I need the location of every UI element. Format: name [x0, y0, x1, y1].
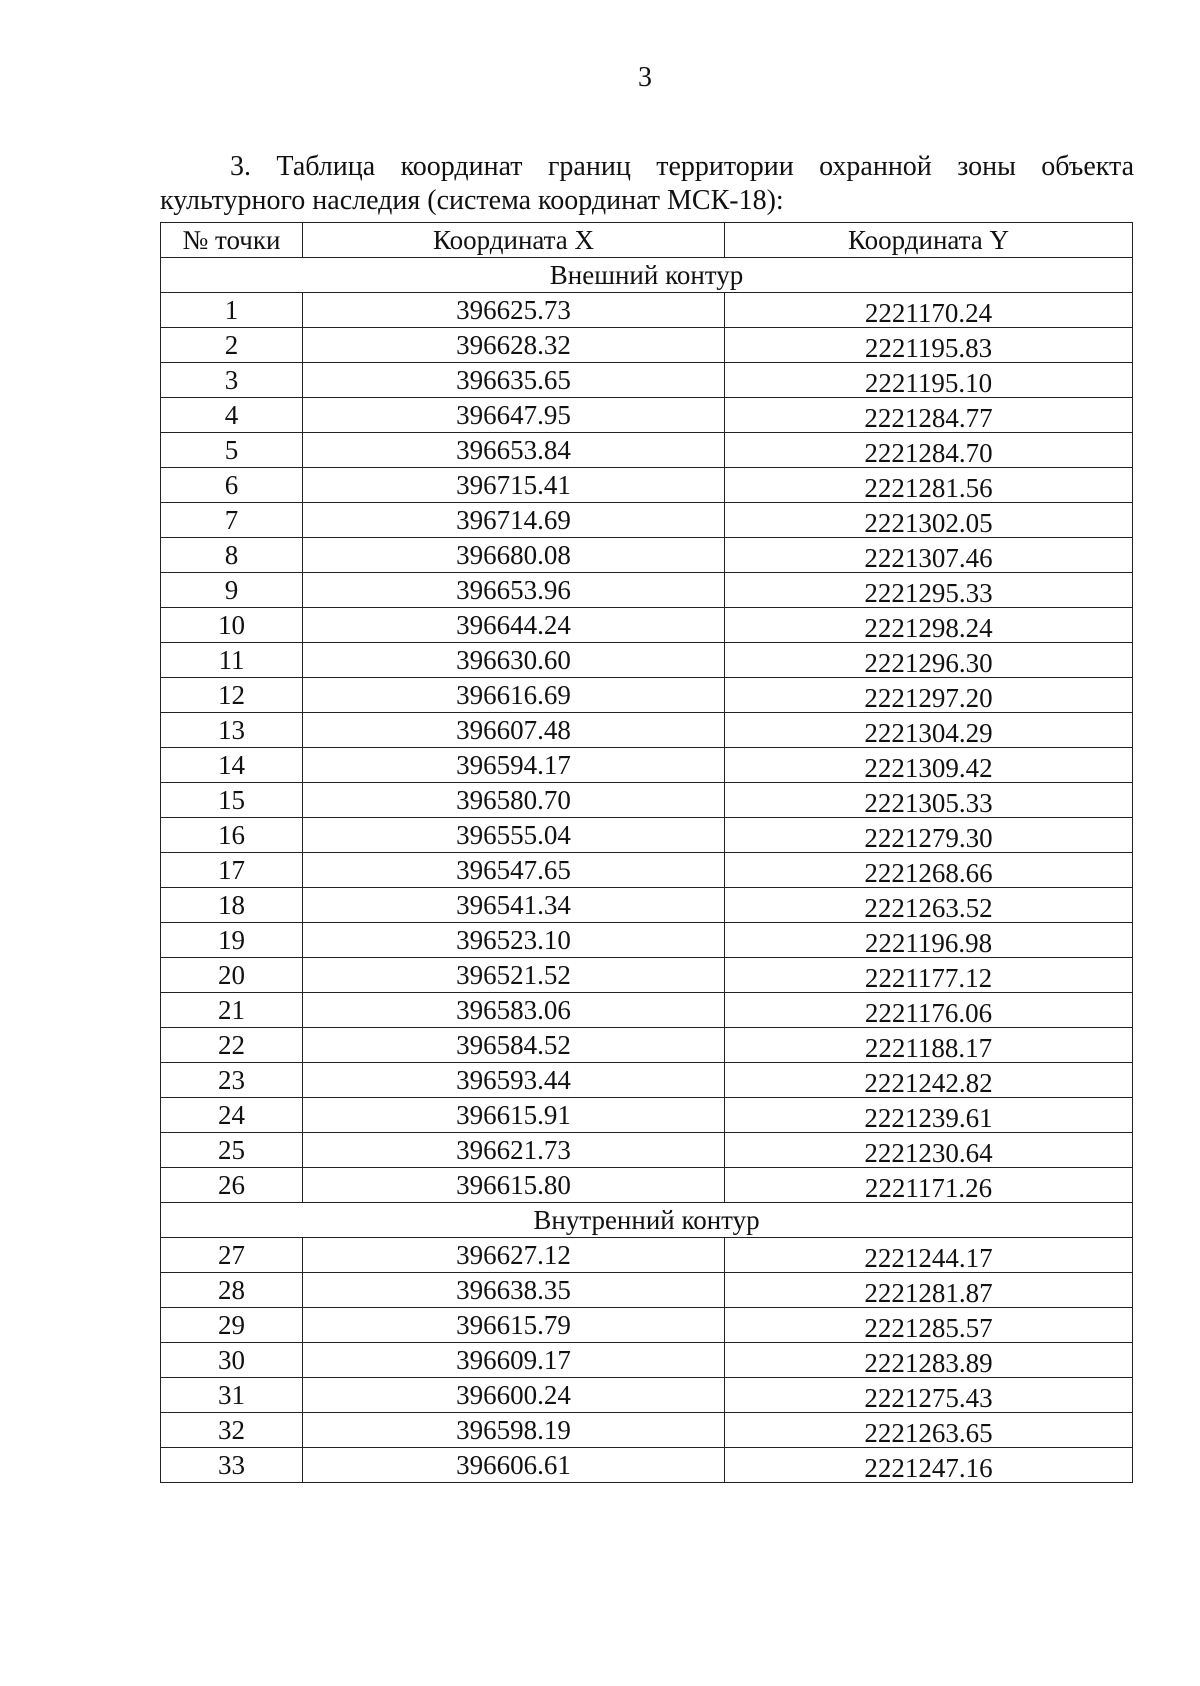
coordinate-x-cell: 396628.32	[303, 328, 725, 363]
table-row	[161, 923, 1133, 958]
table-header-row	[161, 223, 1133, 258]
coordinates-table	[160, 222, 1133, 1483]
point-number-cell: 23	[161, 1063, 303, 1098]
coordinate-y-value: 2221244.17	[864, 1242, 993, 1273]
point-number-cell: 27	[161, 1238, 303, 1273]
coordinate-x-cell: 396615.91	[303, 1098, 725, 1133]
point-number-cell: 30	[161, 1343, 303, 1378]
point-number-cell: 12	[161, 678, 303, 713]
point-number-cell: 8	[161, 538, 303, 573]
coordinate-x-cell: 396584.52	[303, 1028, 725, 1063]
point-number-cell: 21	[161, 993, 303, 1028]
point-number-cell: 22	[161, 1028, 303, 1063]
point-number-cell: 13	[161, 713, 303, 748]
coordinate-y-cell	[725, 468, 1133, 503]
table-row	[161, 1448, 1133, 1483]
table-row	[161, 1308, 1133, 1343]
coordinate-y-cell	[725, 1028, 1133, 1063]
coordinate-y-value: 2221296.30	[864, 647, 993, 678]
coordinate-y-value: 2221297.20	[864, 682, 993, 713]
coordinate-y-value: 2221196.98	[864, 927, 993, 958]
table-row	[161, 503, 1133, 538]
coordinate-x-cell: 396606.61	[303, 1448, 725, 1483]
table-row	[161, 853, 1133, 888]
table-row	[161, 1028, 1133, 1063]
table-row	[161, 398, 1133, 433]
section-header-row	[161, 1203, 1133, 1238]
coordinate-x-cell: 396653.84	[303, 433, 725, 468]
coordinate-y-cell	[725, 1378, 1133, 1413]
coordinate-y-value: 2221307.46	[864, 542, 993, 573]
coordinate-y-value: 2221239.61	[864, 1102, 993, 1133]
coordinate-y-value: 2221283.89	[864, 1347, 993, 1378]
point-number-cell: 2	[161, 328, 303, 363]
coordinate-x-cell: 396523.10	[303, 923, 725, 958]
point-number-cell: 7	[161, 503, 303, 538]
coordinate-y-value: 2221242.82	[864, 1067, 993, 1098]
coordinate-x-cell: 396627.12	[303, 1238, 725, 1273]
coordinate-y-cell	[725, 1413, 1133, 1448]
coordinate-y-cell	[725, 363, 1133, 398]
table-row	[161, 818, 1133, 853]
coordinate-x-cell: 396609.17	[303, 1343, 725, 1378]
coordinate-y-cell	[725, 853, 1133, 888]
point-number-cell: 11	[161, 643, 303, 678]
coordinate-y-value: 2221309.42	[864, 752, 993, 783]
table-body	[161, 258, 1133, 1483]
coordinate-y-cell	[725, 1063, 1133, 1098]
coordinate-y-cell	[725, 923, 1133, 958]
table-row	[161, 1413, 1133, 1448]
header-coordinate-x: Координата X	[303, 223, 725, 258]
point-number-cell: 16	[161, 818, 303, 853]
coordinate-y-value: 2221279.30	[864, 822, 993, 853]
coordinate-y-value: 2221281.87	[864, 1277, 993, 1308]
point-number-cell: 24	[161, 1098, 303, 1133]
coordinate-x-cell: 396555.04	[303, 818, 725, 853]
table-row	[161, 1063, 1133, 1098]
coordinate-y-cell	[725, 1448, 1133, 1483]
coordinate-x-cell: 396593.44	[303, 1063, 725, 1098]
coordinate-y-cell	[725, 573, 1133, 608]
coordinate-y-value: 2221263.52	[864, 892, 993, 923]
coordinate-y-value: 2221284.70	[864, 437, 993, 468]
table-row	[161, 1378, 1133, 1413]
coordinate-y-cell	[725, 503, 1133, 538]
table-row	[161, 293, 1133, 328]
coordinate-x-cell: 396607.48	[303, 713, 725, 748]
point-number-cell: 32	[161, 1413, 303, 1448]
table-row	[161, 678, 1133, 713]
coordinate-y-cell	[725, 538, 1133, 573]
table-row	[161, 1238, 1133, 1273]
coordinate-x-cell: 396680.08	[303, 538, 725, 573]
table-row	[161, 1098, 1133, 1133]
coordinate-y-cell	[725, 608, 1133, 643]
coordinate-y-value: 2221284.77	[864, 402, 993, 433]
coordinate-y-cell	[725, 433, 1133, 468]
coordinate-x-cell: 396644.24	[303, 608, 725, 643]
coordinate-y-value: 2221285.57	[864, 1312, 993, 1343]
coordinate-y-cell	[725, 888, 1133, 923]
coordinate-y-cell	[725, 818, 1133, 853]
point-number-cell: 31	[161, 1378, 303, 1413]
coordinate-y-cell	[725, 1308, 1133, 1343]
coordinate-y-cell	[725, 958, 1133, 993]
point-number-cell: 14	[161, 748, 303, 783]
table-caption: 3. Таблица координат границ территории охранной зоны объекта культурного наследия (система координат МСК-18):	[160, 151, 1134, 216]
coordinate-y-cell	[725, 1098, 1133, 1133]
table-row	[161, 1343, 1133, 1378]
table-row	[161, 433, 1133, 468]
point-number-cell: 29	[161, 1308, 303, 1343]
coordinate-y-value: 2221268.66	[864, 857, 993, 888]
point-number-cell: 20	[161, 958, 303, 993]
table-row	[161, 1168, 1133, 1203]
table-row	[161, 958, 1133, 993]
coordinate-x-cell: 396714.69	[303, 503, 725, 538]
coordinate-y-cell	[725, 643, 1133, 678]
coordinate-y-cell	[725, 783, 1133, 818]
coordinate-x-cell: 396630.60	[303, 643, 725, 678]
coordinate-y-value: 2221263.65	[864, 1417, 993, 1448]
coordinate-y-value: 2221176.06	[864, 997, 993, 1028]
coordinate-x-cell: 396635.65	[303, 363, 725, 398]
table-row	[161, 573, 1133, 608]
coordinate-x-cell: 396615.79	[303, 1308, 725, 1343]
page-number: 3	[638, 62, 652, 93]
coordinate-y-value: 2221195.10	[864, 367, 993, 398]
coordinate-y-cell	[725, 1168, 1133, 1203]
coordinate-y-cell	[725, 328, 1133, 363]
table-row	[161, 748, 1133, 783]
coordinate-y-value: 2221275.43	[864, 1382, 993, 1413]
table-row	[161, 643, 1133, 678]
coordinate-y-cell	[725, 1238, 1133, 1273]
table-row	[161, 468, 1133, 503]
section-title: Внутренний контур	[161, 1203, 1133, 1238]
coordinate-y-cell	[725, 1343, 1133, 1378]
coordinate-x-cell: 396615.80	[303, 1168, 725, 1203]
table-row	[161, 993, 1133, 1028]
coordinate-y-value: 2221305.33	[864, 787, 993, 818]
coordinate-y-value: 2221188.17	[864, 1032, 993, 1063]
coordinate-y-value: 2221177.12	[864, 962, 993, 993]
table-row	[161, 783, 1133, 818]
header-point-number: № точки	[161, 223, 303, 258]
section-title: Внешний контур	[161, 258, 1133, 293]
coordinate-x-cell: 396621.73	[303, 1133, 725, 1168]
point-number-cell: 26	[161, 1168, 303, 1203]
coordinate-x-cell: 396547.65	[303, 853, 725, 888]
point-number-cell: 19	[161, 923, 303, 958]
point-number-cell: 1	[161, 293, 303, 328]
coordinate-y-cell	[725, 748, 1133, 783]
point-number-cell: 4	[161, 398, 303, 433]
coordinate-x-cell: 396598.19	[303, 1413, 725, 1448]
coordinate-x-cell: 396653.96	[303, 573, 725, 608]
coordinate-x-cell: 396616.69	[303, 678, 725, 713]
point-number-cell: 10	[161, 608, 303, 643]
table-row	[161, 328, 1133, 363]
table-row	[161, 888, 1133, 923]
table-row	[161, 713, 1133, 748]
table-row	[161, 363, 1133, 398]
coordinate-y-value: 2221295.33	[864, 577, 993, 608]
point-number-cell: 15	[161, 783, 303, 818]
coordinate-y-cell	[725, 398, 1133, 433]
point-number-cell: 28	[161, 1273, 303, 1308]
table-row	[161, 1133, 1133, 1168]
coordinate-x-cell: 396715.41	[303, 468, 725, 503]
header-coordinate-y: Координата Y	[725, 223, 1133, 258]
coordinate-x-cell: 396541.34	[303, 888, 725, 923]
coordinate-x-cell: 396625.73	[303, 293, 725, 328]
coordinate-x-cell: 396521.52	[303, 958, 725, 993]
point-number-cell: 33	[161, 1448, 303, 1483]
coordinate-y-value: 2221170.24	[864, 297, 993, 328]
table-row	[161, 1273, 1133, 1308]
coordinate-y-value: 2221304.29	[864, 717, 993, 748]
coordinate-x-cell: 396580.70	[303, 783, 725, 818]
coordinate-y-value: 2221302.05	[864, 507, 993, 538]
coordinate-y-value: 2221281.56	[864, 472, 993, 503]
coordinate-x-cell: 396600.24	[303, 1378, 725, 1413]
coordinate-x-cell: 396638.35	[303, 1273, 725, 1308]
coordinate-y-cell	[725, 713, 1133, 748]
coordinate-y-cell	[725, 293, 1133, 328]
table-row	[161, 608, 1133, 643]
point-number-cell: 25	[161, 1133, 303, 1168]
section-header-row	[161, 258, 1133, 293]
coordinate-x-cell: 396594.17	[303, 748, 725, 783]
point-number-cell: 9	[161, 573, 303, 608]
coordinate-y-cell	[725, 1273, 1133, 1308]
coordinate-y-value: 2221247.16	[864, 1452, 993, 1483]
coordinate-y-value: 2221230.64	[864, 1137, 993, 1168]
point-number-cell: 6	[161, 468, 303, 503]
coordinate-y-cell	[725, 993, 1133, 1028]
coordinate-y-value: 2221195.83	[864, 332, 993, 363]
coordinate-y-value: 2221171.26	[864, 1172, 993, 1203]
point-number-cell: 3	[161, 363, 303, 398]
point-number-cell: 5	[161, 433, 303, 468]
coordinate-y-value: 2221298.24	[864, 612, 993, 643]
coordinate-y-cell	[725, 1133, 1133, 1168]
point-number-cell: 18	[161, 888, 303, 923]
coordinate-x-cell: 396647.95	[303, 398, 725, 433]
point-number-cell: 17	[161, 853, 303, 888]
table-row	[161, 538, 1133, 573]
coordinate-x-cell: 396583.06	[303, 993, 725, 1028]
coordinate-y-cell	[725, 678, 1133, 713]
